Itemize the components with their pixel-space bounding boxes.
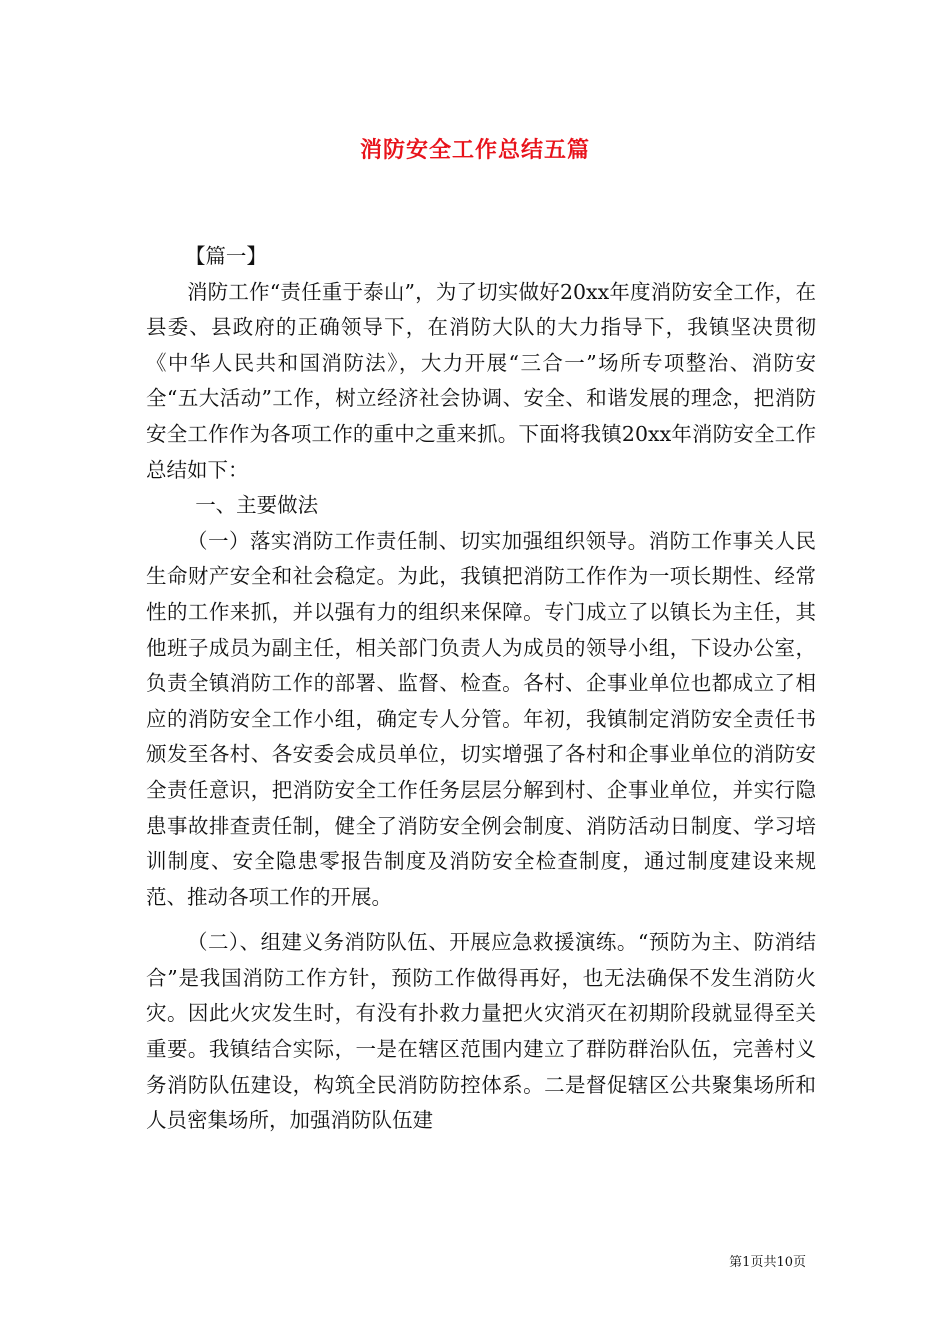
document-body xyxy=(146,239,816,1139)
page-indicator: 第1页共10页 xyxy=(729,1255,806,1270)
paragraph-volunteer-team: （二）、组建义务消防队伍、开展应急救援演练。“预防为主、防消结合”是我国消防工作方针，预防工作做得再好，也无法确保不发生消防火灾。因此火灾发生时，有没有扑救力量把火灾消灭在初期阶段就显得至关重要。我镇结合实际，一是在辖区范围内建立了群防群治队伍，完善村义务消防队伍建设，构筑全民消防防控体系。二是督促辖区公共聚集场所和人员密集场所，加强消防队伍建 xyxy=(146,930,816,1133)
heading-main-practices: 一、主要做法 xyxy=(195,493,319,518)
paragraph-intro: 消防工作“责任重于泰山”，为了切实做好20xx年度消防安全工作，在县委、县政府的正确领导下，在消防大队的大力指导下，我镇坚决贯彻《中华人民共和国消防法》，大力开展“三合一”场所专项整治、消防安全“五大活动”工作，树立经济社会协调、安全、和谐发展的理念，把消防安全工作作为各项工作的重中之重来抓。下面将我镇20xx年消防安全工作总结如下： xyxy=(146,279,816,482)
document-title: 消防安全工作总结五篇 xyxy=(359,138,590,163)
paragraph-responsibility: （一）落实消防工作责任制、切实加强组织领导。消防工作事关人民生命财产安全和社会稳定。为此，我镇把消防工作作为一项长期性、经常性的工作来抓，并以强有力的组织来保障。专门成立了以镇长为主任，其他班子成员为副主任，相关部门负责人为成员的领导小组，下设办公室，负责全镇消防工作的部署、监督、检查。各村、企事业单位也都成立了相应的消防安全工作小组，确定专人分管。年初，我镇制定消防安全责任书颁发至各村、各安委会成员单位，切实增强了各村和企事业单位的消防安全责任意识，把消防安全工作任务层层分解到村、企事业单位，并实行隐患事故排查责任制，健全了消防安全例会制度、消防活动日制度、学习培训制度、安全隐患零报告制度及消防安全检查制度，通过制度建设来规范、推动各项工作的开展。 xyxy=(146,528,816,909)
section-label: 【篇一】 xyxy=(184,244,267,268)
